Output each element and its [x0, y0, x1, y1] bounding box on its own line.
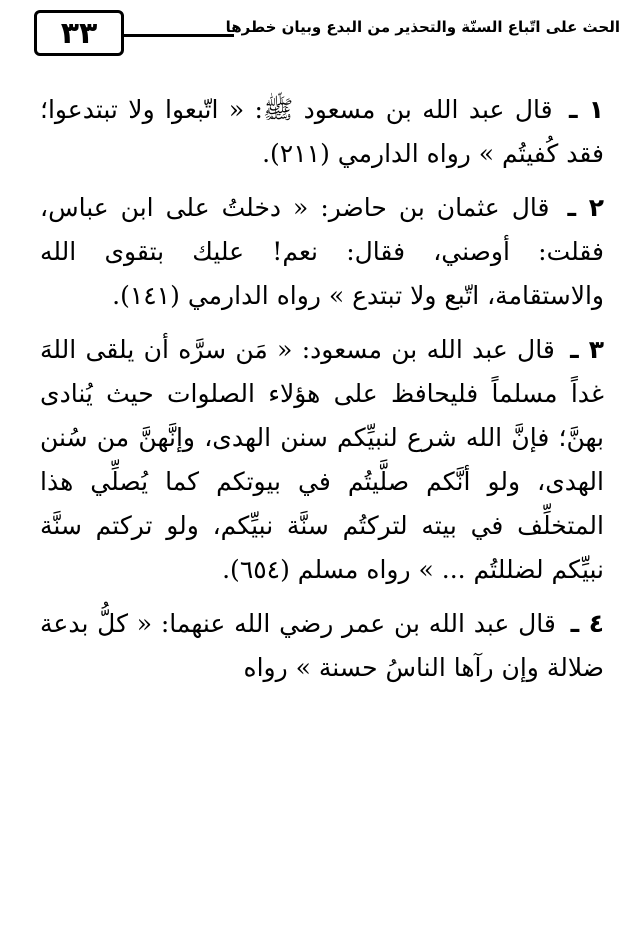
paragraph-text: قال عبد الله بن مسعود: « مَن سرَّه أن يلقى اللهَ غداً مسلماً فليحافظ على هؤلاء الصلوات حيث يُنادى بهنَّ؛ فإنَّ الله شرع لنبيِّكم سنن الهدى، وإنَّهنَّ من سُنن الهدى، ولو أنَّكم صلَّيتُم في بيوتكم كما يُصلِّي هذا المتخلِّف في بيته لتركتُم سنَّة نبيِّكم، ولو تركتم سنَّة نبيِّكم لضللتُم ... » رواه مسلم (٦٥٤).: [40, 335, 604, 584]
paragraph-4: [40, 602, 604, 690]
paragraph-2: [40, 186, 604, 318]
paragraph-1: [40, 88, 604, 176]
page-body: [40, 88, 604, 700]
paragraph-text: قال عثمان بن حاضر: « دخلتُ على ابن عباس، فقلت: أوصني، فقال: نعم! عليك بتقوى الله والاستقامة، اتّبع ولا تبتدع » رواه الدارمي (١٤١).: [40, 193, 604, 310]
page-number: ٣٣: [34, 10, 124, 56]
paragraph-number: ١ ـ: [569, 95, 604, 124]
page-header: [14, 6, 624, 62]
paragraph-text: قال عبد الله بن عمر رضي الله عنهما: « كلُّ بدعة ضلالة وإن رآها الناسُ حسنة » رواه: [40, 609, 604, 682]
paragraph-number: ٣ ـ: [570, 335, 605, 364]
header-rule: [124, 34, 234, 37]
paragraph-3: [40, 328, 604, 592]
paragraph-number: ٤ ـ: [570, 609, 604, 638]
paragraph-number: ٢ ـ: [567, 193, 605, 222]
running-title: الحث على اتّباع السنّة والتحذير من البدع وبيان خطرها: [225, 18, 620, 36]
paragraph-text: قال عبد الله بن مسعود ﷺ: « اتّبعوا ولا تبتدعوا؛ فقد كُفيتُم » رواه الدارمي (٢١١).: [40, 95, 604, 168]
